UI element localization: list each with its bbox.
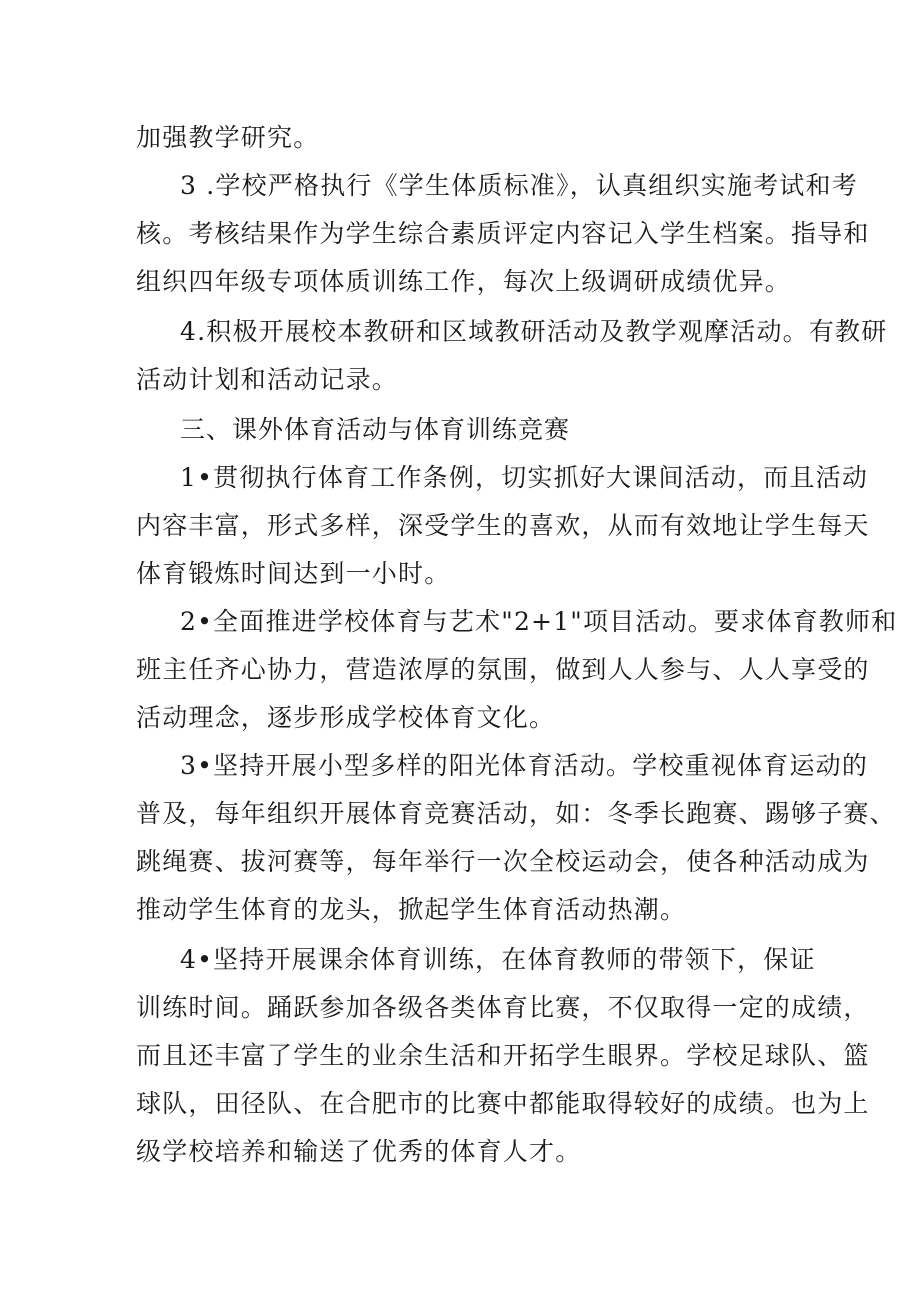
text-line: 活动计划和活动记录。 (136, 365, 399, 394)
text-line: 组织四年级专项体质训练工作，每次上级调研成绩优异。 (136, 267, 792, 296)
text-line: 活动理念，逐步形成学校体育文化。 (136, 703, 556, 732)
text-line: 级学校培养和输送了优秀的体育人才。 (136, 1137, 582, 1166)
text-line: 普及，每年组织开展体育竞赛活动，如：冬季长跑赛、踢够子赛、 (136, 799, 896, 828)
section-heading: 三、课外体育活动与体育训练竞赛 (180, 415, 571, 444)
text-line: 核。考核结果作为学生综合素质评定内容记入学生档案。指导和 (136, 219, 870, 248)
text-line: 班主任齐心协力，营造浓厚的氛围，做到人人参与、人人享受的 (136, 655, 870, 684)
text-line: 加强教学研究。 (136, 123, 320, 152)
text-line: 推动学生体育的龙头，掀起学生体育活动热潮。 (136, 895, 687, 924)
text-line: 而且还丰富了学生的业余生活和开拓学生眼界。学校足球队、篮 (136, 1041, 870, 1070)
text-line: 4•坚持开展课余体育训练，在体育教师的带领下，保证 (180, 945, 816, 974)
text-line: 训练时间。踊跃参加各级各类体育比赛，不仅取得一定的成绩， (136, 993, 870, 1022)
text-line: 4.积极开展校本教研和区域教研活动及教学观摩活动。有教研 (180, 317, 888, 346)
text-line: 跳绳赛、拔河赛等，每年举行一次全校运动会，使各种活动成为 (136, 847, 870, 876)
text-line: 体育锻炼时间达到一小时。 (136, 559, 451, 588)
text-line: 1•贯彻执行体育工作条例，切实抓好大课间活动，而且活动 (180, 463, 869, 492)
text-line: 3•坚持开展小型多样的阳光体育活动。学校重视体育运动的 (180, 751, 869, 780)
text-line: 2•全面推进学校体育与艺术"2+1"项目活动。要求体育教师和 (180, 607, 898, 636)
text-line: 内容丰富，形式多样，深受学生的喜欢，从而有效地让学生每天 (136, 511, 870, 540)
text-line: 球队，田径队、在合肥市的比赛中都能取得较好的成绩。也为上 (136, 1089, 870, 1118)
text-line: 3 .学校严格执行《学生体质标准》，认真组织实施考试和考 (180, 171, 858, 200)
